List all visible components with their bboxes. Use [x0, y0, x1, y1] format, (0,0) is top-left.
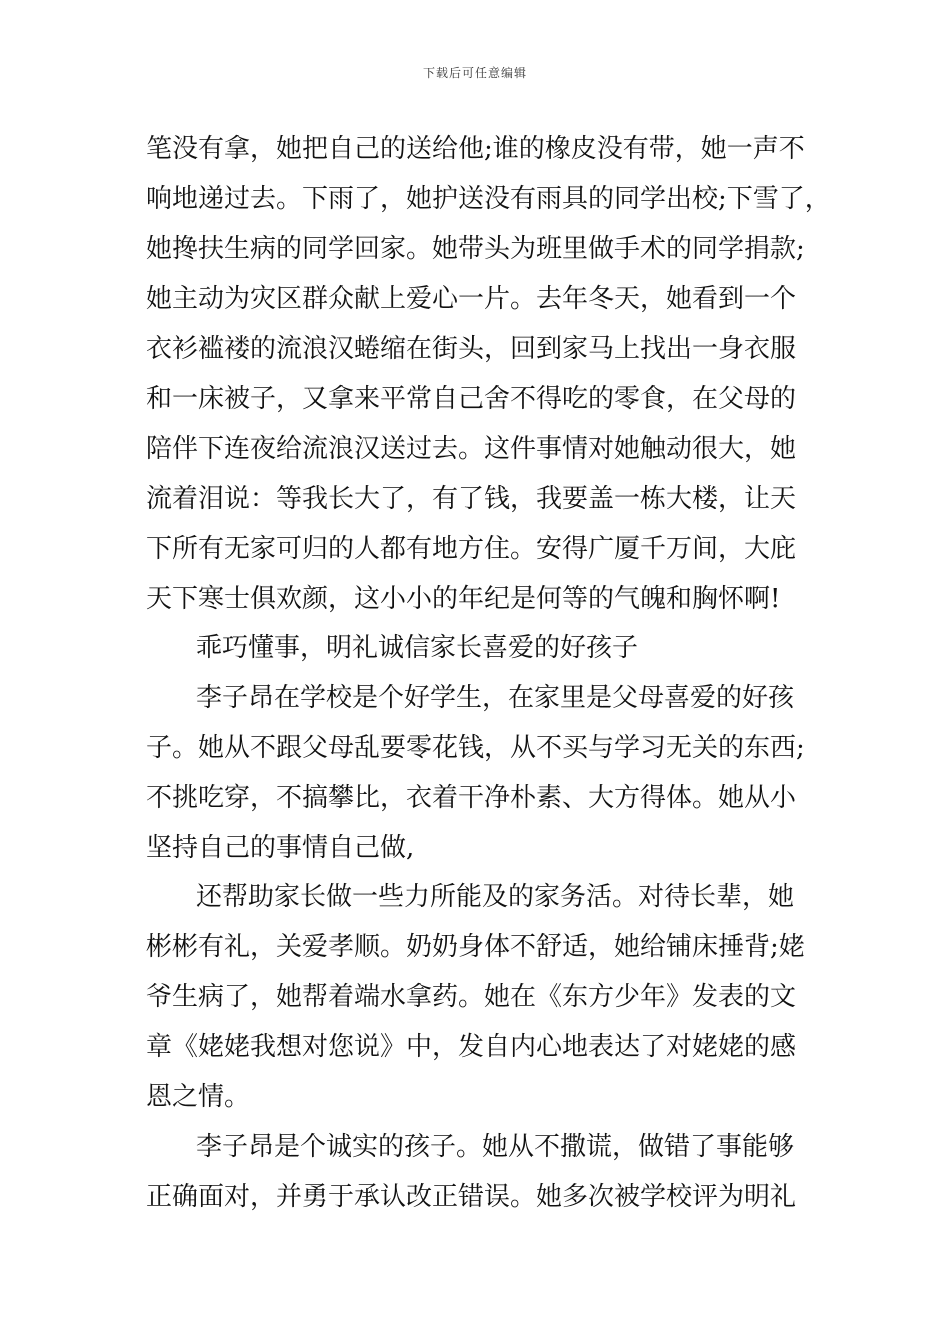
page-header: 下载后可任意编辑	[422, 66, 527, 80]
text-line: 响地递过去。下雨了，她护送没有雨具的同学出校;下雪了，	[146, 184, 831, 214]
text-line: 流着泪说：等我长大了，有了钱，我要盖一栋大楼，让天	[146, 484, 797, 514]
text-line: 她主动为灾区群众献上爱心一片。去年冬天，她看到一个	[146, 284, 797, 314]
text-line: 恩之情。	[146, 1082, 251, 1112]
section-heading: 乖巧懂事，明礼诚信家长喜爱的好孩子	[196, 633, 639, 663]
text-line: 爷生病了，她帮着端水拿药。她在《东方少年》发表的文	[146, 982, 797, 1012]
text-line: 彬彬有礼，关爱孝顺。奶奶身体不舒适，她给铺床捶背;姥	[146, 932, 805, 962]
text-line: 下所有无家可归的人都有地方住。安得广厦千万间，大庇	[146, 534, 797, 564]
text-line: 衣衫褴褛的流浪汉蜷缩在街头，回到家马上找出一身衣服	[146, 334, 797, 364]
text-line: 坚持自己的事情自己做,	[146, 833, 415, 863]
text-line: 李子昂在学校是个好学生，在家里是父母喜爱的好孩	[196, 683, 795, 713]
text-line: 天下寒士俱欢颜，这小小的年纪是何等的气魄和胸怀啊!	[146, 584, 781, 614]
text-line: 不挑吃穿，不搞攀比，衣着干净朴素、大方得体。她从小	[146, 783, 797, 813]
text-line: 陪伴下连夜给流浪汉送过去。这件事情对她触动很大，她	[146, 434, 797, 464]
text-line: 她搀扶生病的同学回家。她带头为班里做手术的同学捐款;	[146, 234, 805, 264]
text-line: 和一床被子，又拿来平常自己舍不得吃的零食，在父母的	[146, 384, 797, 414]
text-line: 正确面对，并勇于承认改正错误。她多次被学校评为明礼	[146, 1182, 797, 1212]
text-line: 李子昂是个诚实的孩子。她从不撒谎，做错了事能够	[196, 1132, 795, 1162]
text-line: 笔没有拿，她把自己的送给他;谁的橡皮没有带，她一声不	[146, 134, 805, 164]
text-line: 子。她从不跟父母乱要零花钱，从不买与学习无关的东西;	[146, 733, 805, 763]
text-line: 章《姥姥我想对您说》中，发自内心地表达了对姥姥的感	[146, 1032, 797, 1062]
text-line: 还帮助家长做一些力所能及的家务活。对待长辈，她	[196, 882, 795, 912]
